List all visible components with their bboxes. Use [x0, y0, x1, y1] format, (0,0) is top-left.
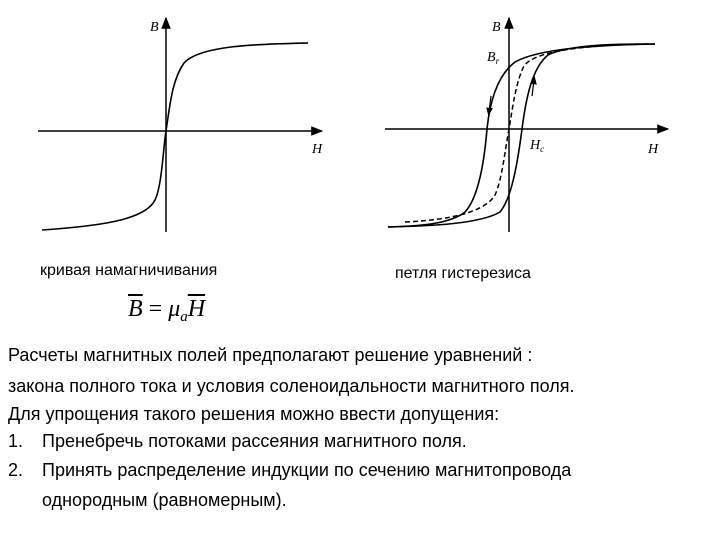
magnetization-curve-diagram	[0, 0, 360, 260]
formula-mu: μ	[168, 296, 181, 322]
list-item-text: Пренебречь потоками рассеяния магнитного поля.	[42, 431, 467, 451]
list-item-text: Принять распределение индукции по сечению магнитопровода	[42, 460, 572, 480]
hysteresis-ascending-branch	[388, 44, 655, 227]
text-line-1: Расчеты магнитных полей предполагают решение уравнений :	[8, 345, 533, 365]
list-item-number: 1.	[8, 431, 24, 451]
y-axis-label: B	[492, 20, 501, 35]
ascending-direction-arrow	[532, 80, 534, 96]
formula-mu-subscript: a	[180, 309, 188, 325]
formula-b-vector: $\overline{B}$	[128, 296, 143, 322]
magnetization-curve-caption: кривая намагничивания	[40, 262, 218, 279]
list-item-2	[8, 460, 571, 481]
coercivity-label: $H_c$	[530, 138, 545, 154]
x-axis-label: H	[648, 142, 659, 157]
initial-magnetization-curve	[405, 44, 650, 222]
magnetization-curve	[42, 43, 308, 230]
remanence-label: $B_r$	[487, 50, 500, 66]
x-axis-label: H	[312, 142, 323, 157]
list-item-number: 2.	[8, 460, 24, 480]
list-item-1	[8, 431, 467, 452]
formula-equals: =	[148, 296, 163, 322]
y-axis-label: B	[150, 20, 159, 35]
formula-h-vector: $\overline{H}$	[187, 296, 206, 322]
hysteresis-loop-diagram	[360, 0, 720, 260]
hysteresis-loop-caption: петля гистерезиса	[395, 265, 531, 282]
text-line-3: Для упрощения такого решения можно ввести допущения:	[8, 404, 500, 424]
formula	[128, 296, 205, 326]
text-line-2: закона полного тока и условия соленоидальности магнитного поля.	[8, 376, 575, 396]
list-item-2-continuation: однородным (равномерным).	[42, 490, 287, 510]
